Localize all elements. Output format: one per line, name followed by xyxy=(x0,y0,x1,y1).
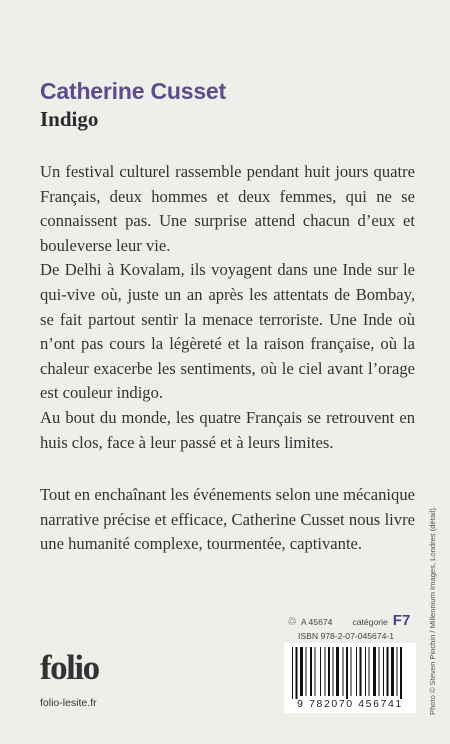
photo-credit: Photo © Steven Pinchin / Millennium Images, Londres (détail). xyxy=(428,505,437,715)
barcode-bar xyxy=(310,647,312,696)
catalog-code: A 45674 xyxy=(300,617,333,627)
author-name: Catherine Cusset xyxy=(40,78,226,104)
barcode-bar xyxy=(333,647,334,696)
barcode-bar xyxy=(343,647,344,696)
barcode-bar xyxy=(336,647,339,696)
barcode xyxy=(284,643,416,713)
barcode-bar xyxy=(296,647,298,699)
barcode-bar xyxy=(400,647,402,699)
barcode-bar xyxy=(373,647,376,696)
barcode-bar xyxy=(325,647,326,696)
barcode-bar xyxy=(300,647,303,696)
barcode-bar xyxy=(306,647,307,696)
barcode-bar xyxy=(346,647,348,699)
barcode-bar xyxy=(292,647,293,699)
blurb-paragraph: De Delhi à Kovalam, ils voyagent dans une Inde sur le qui-vive où, juste un an après les attentats de Bombay, se fait partout sentir la menace terroriste. Une Inde où n’ont pas cours la légèreté et la raison française, où la chaleur exacerbe les sentiments, où le ciel avant l’orage est couleur indigo. xyxy=(40,260,415,403)
barcode-bar xyxy=(397,647,398,696)
publisher-logo: folio xyxy=(40,648,99,687)
category-label: catégorie xyxy=(352,617,388,627)
isbn: ISBN 978-2-07-045674-1 xyxy=(298,631,395,641)
catalog-info xyxy=(287,612,410,629)
barcode-bars xyxy=(284,643,416,699)
blurb-paragraph: Un festival culturel rassemble pendant huit jours quatre Français, deux hommes et deux femmes, qui ne se connaissent pas. Une surprise attend chacun d’eux et bouleverse leur vie. xyxy=(40,162,415,255)
barcode-digits: 9 782070 456741 xyxy=(297,698,403,710)
barcode-bar xyxy=(351,647,352,696)
blurb-paragraph: Au bout du monde, les quatre Français se retrouvent en huis clos, face à leur passé et à leurs limites. xyxy=(40,407,415,452)
category-value: F7 xyxy=(392,612,411,629)
barcode-bar xyxy=(320,647,321,696)
barcode-bar xyxy=(379,647,380,696)
barcode-bar xyxy=(391,647,394,696)
barcode-bar xyxy=(365,647,366,696)
publisher-site: folio-lesite.fr xyxy=(40,697,97,709)
barcode-bar xyxy=(387,647,389,696)
book-title: Indigo xyxy=(40,107,99,131)
blurb-paragraph: Tout en enchaînant les événements selon une mécanique narrative précise et efficace, Catherine Cusset nous livre une humanité complexe, tourmentée, captivante. xyxy=(40,485,415,554)
barcode-bar xyxy=(356,647,357,696)
barcode-bar xyxy=(315,647,316,696)
back-cover-blurb xyxy=(40,160,415,557)
barcode-bar xyxy=(369,647,370,696)
barcode-bar xyxy=(360,647,362,696)
barcode-bar xyxy=(328,647,330,696)
recycle-icon: ♲ xyxy=(287,616,297,628)
barcode-bar xyxy=(383,647,384,696)
